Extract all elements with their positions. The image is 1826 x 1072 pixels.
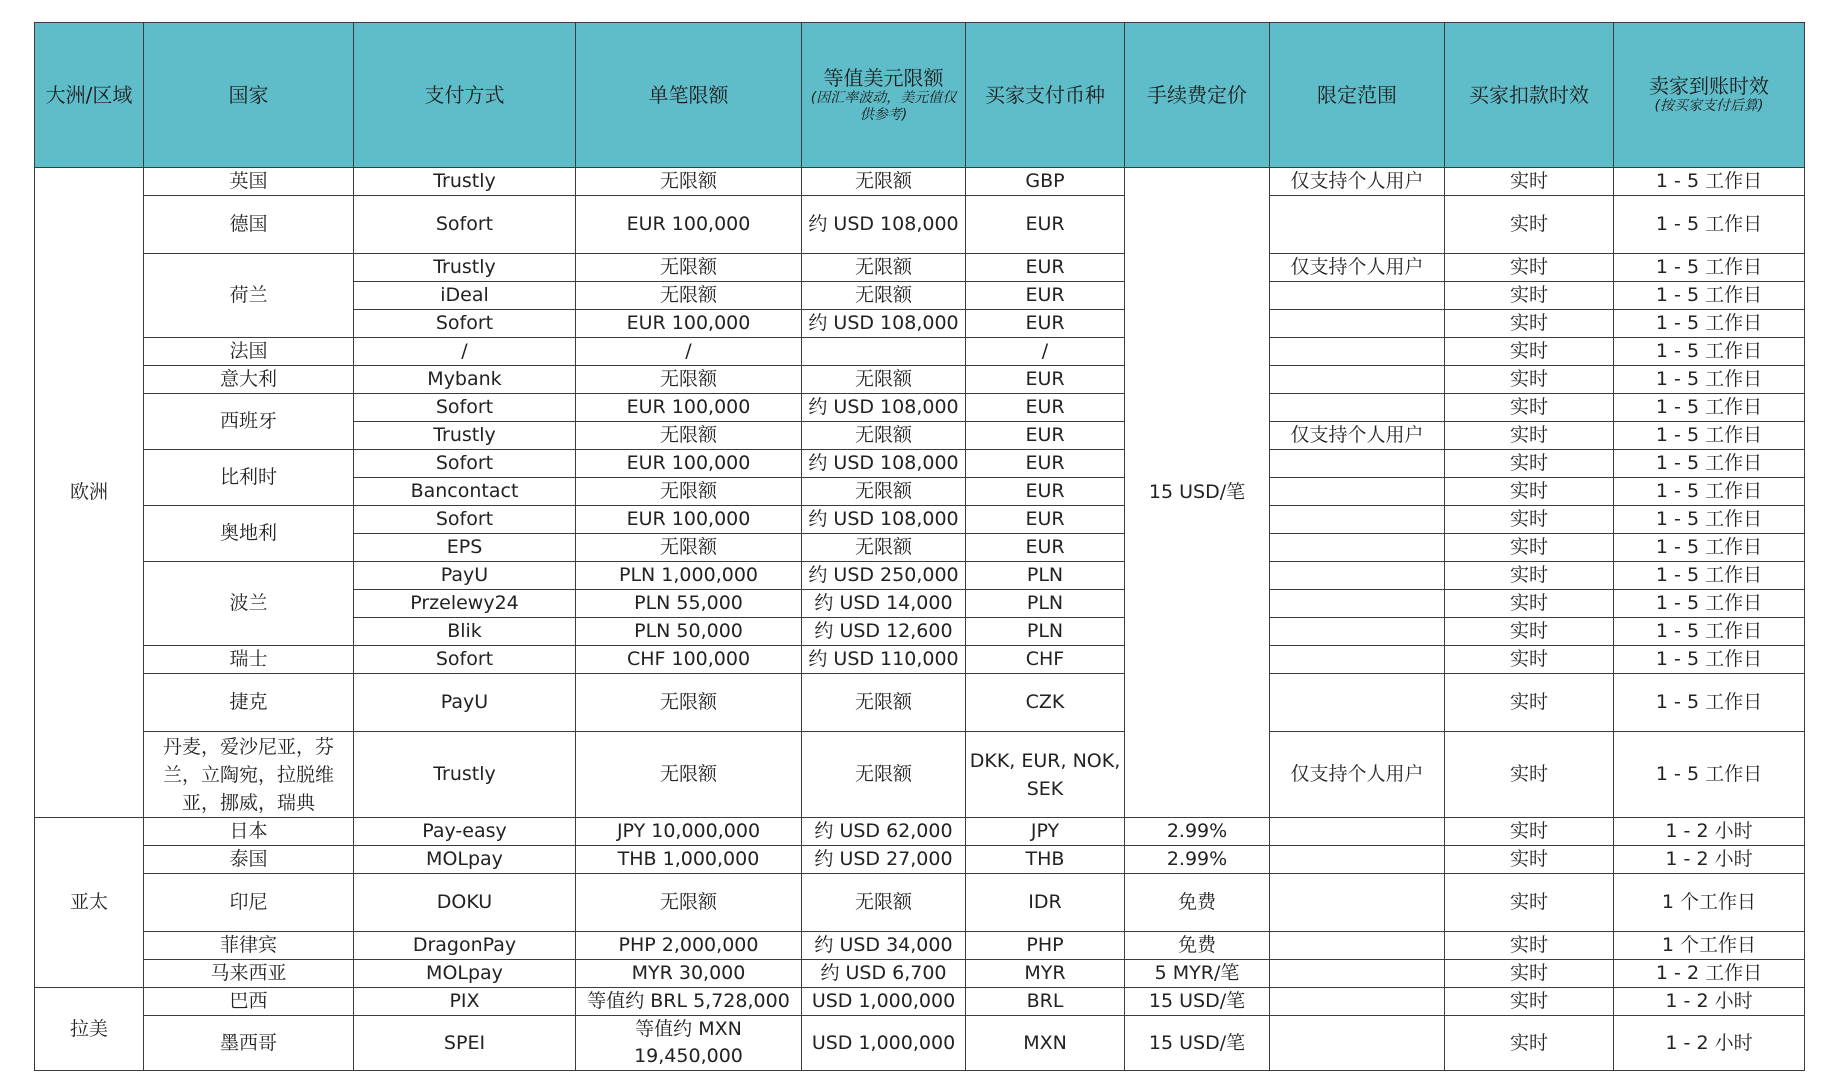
country-cell: 泰国 (144, 846, 354, 874)
debit-time-cell: 实时 (1445, 254, 1614, 282)
usd-limit-cell: 约 USD 108,000 (802, 310, 966, 338)
country-cell: 捷克 (144, 674, 354, 732)
single-limit-cell: / (576, 338, 802, 366)
single-limit-cell: 无限额 (576, 674, 802, 732)
usd-limit-cell: 约 USD 108,000 (802, 506, 966, 534)
table-row (35, 394, 1805, 422)
payment-methods-table-sheet (34, 22, 1804, 1067)
country-cell: 荷兰 (144, 254, 354, 338)
usd-limit-cell: USD 1,000,000 (802, 1016, 966, 1071)
method-cell: Sofort (354, 196, 576, 254)
method-cell: PayU (354, 674, 576, 732)
method-cell: Trustly (354, 168, 576, 196)
table-row (35, 338, 1805, 366)
region-cell: 拉美 (35, 988, 144, 1071)
debit-time-cell: 实时 (1445, 846, 1614, 874)
table-row (35, 562, 1805, 590)
method-cell: Przelewy24 (354, 590, 576, 618)
header-settle-time-title: 卖家到账时效 (1649, 74, 1769, 98)
table-row (35, 450, 1805, 478)
debit-time-cell: 实时 (1445, 1016, 1614, 1071)
currency-cell: GBP (966, 168, 1125, 196)
currency-cell: EUR (966, 366, 1125, 394)
payment-methods-table (34, 22, 1805, 1071)
method-cell: MOLpay (354, 960, 576, 988)
debit-time-cell: 实时 (1445, 818, 1614, 846)
single-limit-cell: 无限额 (576, 874, 802, 932)
scope-cell (1270, 282, 1445, 310)
scope-cell: 仅支持个人用户 (1270, 732, 1445, 818)
currency-cell: EUR (966, 310, 1125, 338)
currency-cell: MYR (966, 960, 1125, 988)
usd-limit-cell: 约 USD 110,000 (802, 646, 966, 674)
usd-limit-cell: 约 USD 34,000 (802, 932, 966, 960)
single-limit-cell: PHP 2,000,000 (576, 932, 802, 960)
fee-cell: 15 USD/笔 (1125, 168, 1270, 818)
settle-time-cell: 1 - 5 工作日 (1614, 506, 1805, 534)
header-usd-limit-note: (因汇率波动，美元值仅供参考) (810, 89, 957, 123)
single-limit-cell: PLN 50,000 (576, 618, 802, 646)
country-cell: 菲律宾 (144, 932, 354, 960)
currency-cell: BRL (966, 988, 1125, 1016)
settle-time-cell: 1 - 5 工作日 (1614, 366, 1805, 394)
usd-limit-cell: 约 USD 12,600 (802, 618, 966, 646)
debit-time-cell: 实时 (1445, 310, 1614, 338)
settle-time-cell: 1 - 5 工作日 (1614, 590, 1805, 618)
table-row (35, 646, 1805, 674)
currency-cell: EUR (966, 450, 1125, 478)
table-row (35, 988, 1805, 1016)
scope-cell (1270, 562, 1445, 590)
single-limit-cell: 无限额 (576, 732, 802, 818)
debit-time-cell: 实时 (1445, 618, 1614, 646)
debit-time-cell: 实时 (1445, 960, 1614, 988)
debit-time-cell: 实时 (1445, 732, 1614, 818)
debit-time-cell: 实时 (1445, 874, 1614, 932)
method-cell: Blik (354, 618, 576, 646)
debit-time-cell: 实时 (1445, 338, 1614, 366)
usd-limit-cell: 无限额 (802, 874, 966, 932)
scope-cell (1270, 960, 1445, 988)
table-row (35, 732, 1805, 818)
single-limit-cell: EUR 100,000 (576, 506, 802, 534)
method-cell: EPS (354, 534, 576, 562)
country-cell: 奥地利 (144, 506, 354, 562)
header-single-limit: 单笔限额 (576, 23, 802, 168)
scope-cell (1270, 366, 1445, 394)
single-limit-cell: MYR 30,000 (576, 960, 802, 988)
settle-time-cell: 1 - 5 工作日 (1614, 394, 1805, 422)
single-limit-cell: 无限额 (576, 366, 802, 394)
currency-cell: PHP (966, 932, 1125, 960)
single-limit-cell: 无限额 (576, 254, 802, 282)
usd-limit-cell: 无限额 (802, 422, 966, 450)
settle-time-cell: 1 - 5 工作日 (1614, 196, 1805, 254)
settle-time-cell: 1 - 2 工作日 (1614, 960, 1805, 988)
region-cell: 亚太 (35, 818, 144, 988)
header-usd-limit-title: 等值美元限额 (823, 65, 944, 90)
method-cell: DOKU (354, 874, 576, 932)
currency-cell: EUR (966, 478, 1125, 506)
method-cell: Trustly (354, 422, 576, 450)
settle-time-cell: 1 - 5 工作日 (1614, 534, 1805, 562)
currency-cell: EUR (966, 394, 1125, 422)
method-cell: PayU (354, 562, 576, 590)
fee-cell: 5 MYR/笔 (1125, 960, 1270, 988)
country-cell: 法国 (144, 338, 354, 366)
settle-time-cell: 1 - 5 工作日 (1614, 338, 1805, 366)
settle-time-cell: 1 - 2 小时 (1614, 988, 1805, 1016)
usd-limit-cell: 约 USD 250,000 (802, 562, 966, 590)
currency-cell: PLN (966, 562, 1125, 590)
scope-cell (1270, 196, 1445, 254)
fee-cell: 15 USD/笔 (1125, 1016, 1270, 1071)
single-limit-cell: CHF 100,000 (576, 646, 802, 674)
country-cell: 丹麦，爱沙尼亚，芬兰，立陶宛，拉脱维亚，挪威，瑞典 (144, 732, 354, 818)
header-row (35, 23, 1805, 168)
country-cell: 波兰 (144, 562, 354, 646)
scope-cell (1270, 478, 1445, 506)
country-cell: 德国 (144, 196, 354, 254)
debit-time-cell: 实时 (1445, 422, 1614, 450)
single-limit-cell: 无限额 (576, 422, 802, 450)
country-cell: 印尼 (144, 874, 354, 932)
usd-limit-cell: 约 USD 14,000 (802, 590, 966, 618)
debit-time-cell: 实时 (1445, 506, 1614, 534)
usd-limit-cell: 约 USD 108,000 (802, 450, 966, 478)
usd-limit-cell: 无限额 (802, 254, 966, 282)
method-cell: Mybank (354, 366, 576, 394)
debit-time-cell: 实时 (1445, 674, 1614, 732)
single-limit-cell: 无限额 (576, 534, 802, 562)
method-cell: DragonPay (354, 932, 576, 960)
scope-cell: 仅支持个人用户 (1270, 254, 1445, 282)
country-cell: 巴西 (144, 988, 354, 1016)
currency-cell: EUR (966, 422, 1125, 450)
settle-time-cell: 1 - 5 工作日 (1614, 646, 1805, 674)
settle-time-cell: 1 - 5 工作日 (1614, 168, 1805, 196)
table-row (35, 818, 1805, 846)
single-limit-cell: JPY 10,000,000 (576, 818, 802, 846)
debit-time-cell: 实时 (1445, 282, 1614, 310)
header-method: 支付方式 (354, 23, 576, 168)
usd-limit-cell (802, 338, 966, 366)
single-limit-cell: EUR 100,000 (576, 310, 802, 338)
table-row (35, 506, 1805, 534)
region-cell: 欧洲 (35, 168, 144, 818)
settle-time-cell: 1 - 5 工作日 (1614, 310, 1805, 338)
table-row (35, 254, 1805, 282)
table-row (35, 932, 1805, 960)
header-debit-time: 买家扣款时效 (1445, 23, 1614, 168)
currency-cell: PLN (966, 590, 1125, 618)
settle-time-cell: 1 - 5 工作日 (1614, 618, 1805, 646)
header-settle-time (1614, 23, 1805, 168)
method-cell: iDeal (354, 282, 576, 310)
scope-cell (1270, 394, 1445, 422)
single-limit-cell: 等值约 MXN 19,450,000 (576, 1016, 802, 1071)
country-cell: 日本 (144, 818, 354, 846)
scope-cell (1270, 674, 1445, 732)
table-row (35, 196, 1805, 254)
usd-limit-cell: 无限额 (802, 534, 966, 562)
settle-time-cell: 1 - 2 小时 (1614, 818, 1805, 846)
country-cell: 西班牙 (144, 394, 354, 450)
settle-time-cell: 1 个工作日 (1614, 932, 1805, 960)
currency-cell: EUR (966, 254, 1125, 282)
header-currency: 买家支付币种 (966, 23, 1125, 168)
country-cell: 比利时 (144, 450, 354, 506)
scope-cell (1270, 988, 1445, 1016)
debit-time-cell: 实时 (1445, 562, 1614, 590)
table-row (35, 366, 1805, 394)
scope-cell (1270, 618, 1445, 646)
usd-limit-cell: 无限额 (802, 478, 966, 506)
currency-cell: EUR (966, 534, 1125, 562)
usd-limit-cell: 约 USD 27,000 (802, 846, 966, 874)
currency-cell: EUR (966, 196, 1125, 254)
debit-time-cell: 实时 (1445, 478, 1614, 506)
currency-cell: CHF (966, 646, 1125, 674)
settle-time-cell: 1 - 5 工作日 (1614, 562, 1805, 590)
single-limit-cell: EUR 100,000 (576, 450, 802, 478)
currency-cell: MXN (966, 1016, 1125, 1071)
currency-cell: IDR (966, 874, 1125, 932)
single-limit-cell: PLN 1,000,000 (576, 562, 802, 590)
table-row (35, 846, 1805, 874)
fee-cell: 15 USD/笔 (1125, 988, 1270, 1016)
table-row (35, 674, 1805, 732)
fee-cell: 免费 (1125, 874, 1270, 932)
single-limit-cell: THB 1,000,000 (576, 846, 802, 874)
scope-cell (1270, 450, 1445, 478)
usd-limit-cell: 无限额 (802, 366, 966, 394)
scope-cell (1270, 506, 1445, 534)
scope-cell (1270, 846, 1445, 874)
method-cell: Trustly (354, 254, 576, 282)
settle-time-cell: 1 - 5 工作日 (1614, 282, 1805, 310)
fee-cell: 2.99% (1125, 846, 1270, 874)
currency-cell: DKK, EUR, NOK, SEK (966, 732, 1125, 818)
debit-time-cell: 实时 (1445, 196, 1614, 254)
scope-cell: 仅支持个人用户 (1270, 422, 1445, 450)
header-settle-time-note: (按买家支付后算) (1654, 98, 1764, 114)
method-cell: Sofort (354, 646, 576, 674)
usd-limit-cell: 约 USD 6,700 (802, 960, 966, 988)
settle-time-cell: 1 个工作日 (1614, 874, 1805, 932)
scope-cell (1270, 310, 1445, 338)
debit-time-cell: 实时 (1445, 366, 1614, 394)
scope-cell (1270, 338, 1445, 366)
usd-limit-cell: 约 USD 108,000 (802, 196, 966, 254)
header-country: 国家 (144, 23, 354, 168)
single-limit-cell: EUR 100,000 (576, 394, 802, 422)
scope-cell (1270, 534, 1445, 562)
method-cell: Bancontact (354, 478, 576, 506)
method-cell: / (354, 338, 576, 366)
debit-time-cell: 实时 (1445, 590, 1614, 618)
country-cell: 英国 (144, 168, 354, 196)
header-usd-limit (802, 23, 966, 168)
method-cell: Sofort (354, 394, 576, 422)
settle-time-cell: 1 - 2 小时 (1614, 846, 1805, 874)
debit-time-cell: 实时 (1445, 932, 1614, 960)
usd-limit-cell: 无限额 (802, 168, 966, 196)
single-limit-cell: 无限额 (576, 478, 802, 506)
debit-time-cell: 实时 (1445, 450, 1614, 478)
scope-cell (1270, 818, 1445, 846)
header-scope: 限定范围 (1270, 23, 1445, 168)
single-limit-cell: 等值约 BRL 5,728,000 (576, 988, 802, 1016)
method-cell: Trustly (354, 732, 576, 818)
scope-cell (1270, 932, 1445, 960)
scope-cell (1270, 874, 1445, 932)
single-limit-cell: 无限额 (576, 282, 802, 310)
settle-time-cell: 1 - 5 工作日 (1614, 254, 1805, 282)
debit-time-cell: 实时 (1445, 646, 1614, 674)
debit-time-cell: 实时 (1445, 394, 1614, 422)
single-limit-cell: 无限额 (576, 168, 802, 196)
currency-cell: JPY (966, 818, 1125, 846)
currency-cell: PLN (966, 618, 1125, 646)
fee-cell: 2.99% (1125, 818, 1270, 846)
usd-limit-cell: USD 1,000,000 (802, 988, 966, 1016)
table-row (35, 168, 1805, 196)
scope-cell (1270, 646, 1445, 674)
table-row (35, 874, 1805, 932)
settle-time-cell: 1 - 5 工作日 (1614, 478, 1805, 506)
currency-cell: THB (966, 846, 1125, 874)
scope-cell: 仅支持个人用户 (1270, 168, 1445, 196)
header-fee: 手续费定价 (1125, 23, 1270, 168)
usd-limit-cell: 约 USD 62,000 (802, 818, 966, 846)
currency-cell: / (966, 338, 1125, 366)
country-cell: 瑞士 (144, 646, 354, 674)
single-limit-cell: EUR 100,000 (576, 196, 802, 254)
single-limit-cell: PLN 55,000 (576, 590, 802, 618)
settle-time-cell: 1 - 5 工作日 (1614, 422, 1805, 450)
debit-time-cell: 实时 (1445, 168, 1614, 196)
settle-time-cell: 1 - 2 小时 (1614, 1016, 1805, 1071)
debit-time-cell: 实时 (1445, 988, 1614, 1016)
settle-time-cell: 1 - 5 工作日 (1614, 732, 1805, 818)
country-cell: 意大利 (144, 366, 354, 394)
currency-cell: EUR (966, 282, 1125, 310)
method-cell: Sofort (354, 450, 576, 478)
country-cell: 墨西哥 (144, 1016, 354, 1071)
method-cell: MOLpay (354, 846, 576, 874)
method-cell: Pay-easy (354, 818, 576, 846)
debit-time-cell: 实时 (1445, 534, 1614, 562)
usd-limit-cell: 无限额 (802, 282, 966, 310)
settle-time-cell: 1 - 5 工作日 (1614, 450, 1805, 478)
usd-limit-cell: 约 USD 108,000 (802, 394, 966, 422)
settle-time-cell: 1 - 5 工作日 (1614, 674, 1805, 732)
method-cell: SPEI (354, 1016, 576, 1071)
method-cell: Sofort (354, 506, 576, 534)
table-row (35, 960, 1805, 988)
country-cell: 马来西亚 (144, 960, 354, 988)
header-region: 大洲/区域 (35, 23, 144, 168)
usd-limit-cell: 无限额 (802, 674, 966, 732)
table-row (35, 1016, 1805, 1071)
scope-cell (1270, 1016, 1445, 1071)
usd-limit-cell: 无限额 (802, 732, 966, 818)
currency-cell: CZK (966, 674, 1125, 732)
currency-cell: EUR (966, 506, 1125, 534)
fee-cell: 免费 (1125, 932, 1270, 960)
method-cell: Sofort (354, 310, 576, 338)
method-cell: PIX (354, 988, 576, 1016)
scope-cell (1270, 590, 1445, 618)
